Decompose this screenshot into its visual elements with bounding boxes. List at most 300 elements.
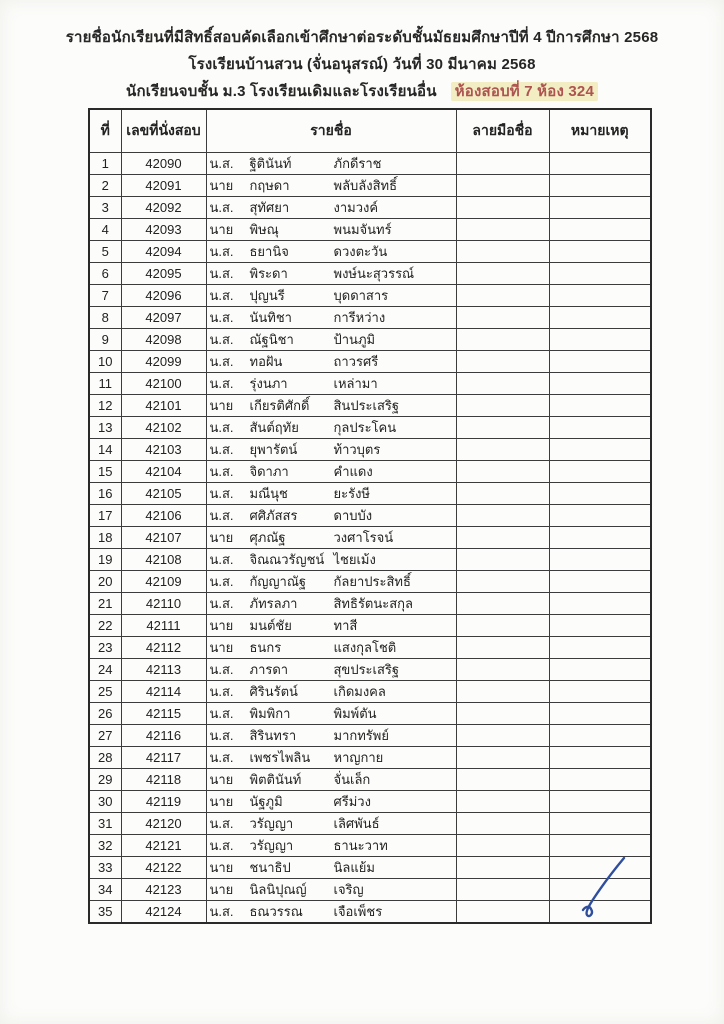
name-prefix: น.ส. <box>209 816 234 831</box>
name-prefix: น.ส. <box>209 244 234 259</box>
first-name: ปุญนรี <box>249 288 285 303</box>
name-prefix: น.ส. <box>209 706 234 721</box>
row-number-cell: 21 <box>89 593 121 615</box>
first-name: พิตตินันท์ <box>249 772 302 787</box>
row-number-cell: 6 <box>89 263 121 285</box>
student-name-cell <box>206 241 456 263</box>
last-name: การีหว่าง <box>333 310 386 325</box>
row-number-cell: 35 <box>89 901 121 924</box>
student-name-cell <box>206 571 456 593</box>
column-header-name: รายชื่อ <box>206 109 456 153</box>
remark-cell <box>549 461 651 483</box>
seat-number-cell: 42118 <box>121 769 206 791</box>
first-name: ธยานิจ <box>249 244 289 259</box>
first-name: นันทิชา <box>249 310 292 325</box>
name-prefix: น.ส. <box>209 552 234 567</box>
student-row <box>89 219 651 241</box>
document-title: รายชื่อนักเรียนที่มีสิทธิ์สอบคัดเลือกเข้าศึกษาต่อระดับชั้นมัธยมศึกษาปีที่ 4 ปีการศึกษา 2568 <box>65 29 659 46</box>
last-name: ถาวรศรี <box>333 354 379 369</box>
signature-cell <box>456 659 549 681</box>
signature-cell <box>456 615 549 637</box>
student-row <box>89 835 651 857</box>
remark-cell <box>549 659 651 681</box>
seat-number-cell: 42093 <box>121 219 206 241</box>
remark-cell <box>549 681 651 703</box>
last-name: พิมพ์ตัน <box>333 706 377 721</box>
signature-cell <box>456 241 549 263</box>
student-name-cell <box>206 769 456 791</box>
last-name: งามวงค์ <box>333 200 379 215</box>
remark-cell <box>549 857 651 879</box>
first-name: รุ่งนภา <box>249 376 288 391</box>
student-row <box>89 351 651 373</box>
student-row <box>89 615 651 637</box>
first-name: พิมพิกา <box>249 706 291 721</box>
seat-number-cell: 42108 <box>121 549 206 571</box>
last-name: สินประเสริฐ <box>333 398 400 413</box>
first-name: เพชรไพลิน <box>249 750 311 765</box>
student-row <box>89 681 651 703</box>
student-row <box>89 395 651 417</box>
name-prefix: น.ส. <box>209 156 234 171</box>
signature-cell <box>456 395 549 417</box>
seat-number-cell: 42115 <box>121 703 206 725</box>
signature-cell <box>456 483 549 505</box>
student-name-cell <box>206 835 456 857</box>
last-name: คำแดง <box>333 464 373 479</box>
signature-cell <box>456 549 549 571</box>
student-name-cell <box>206 637 456 659</box>
first-name: วรัญญา <box>249 838 294 853</box>
name-prefix: นาย <box>209 530 234 545</box>
school-and-date-line: โรงเรียนบ้านสวน (จั่นอนุสรณ์) วันที่ 30 มีนาคม 2568 <box>188 56 536 73</box>
name-prefix: น.ส. <box>209 486 234 501</box>
student-name-cell <box>206 175 456 197</box>
seat-number-cell: 42117 <box>121 747 206 769</box>
student-row <box>89 439 651 461</box>
student-name-cell <box>206 395 456 417</box>
student-row <box>89 175 651 197</box>
seat-number-cell: 42091 <box>121 175 206 197</box>
remark-cell <box>549 175 651 197</box>
last-name: สุขประเสริฐ <box>333 662 400 677</box>
student-name-cell <box>206 197 456 219</box>
signature-cell <box>456 197 549 219</box>
signature-cell <box>456 307 549 329</box>
signature-cell <box>456 901 549 924</box>
student-row <box>89 879 651 901</box>
first-name: ยุพารัตน์ <box>249 442 298 457</box>
last-name: สิทธิรัตนะสกุล <box>333 596 414 611</box>
student-name-cell <box>206 351 456 373</box>
seat-number-cell: 42098 <box>121 329 206 351</box>
remark-cell <box>549 373 651 395</box>
row-number-cell: 33 <box>89 857 121 879</box>
last-name: จั่นเล็ก <box>333 772 371 787</box>
first-name: พิษณุ <box>249 222 279 237</box>
seat-number-cell: 42114 <box>121 681 206 703</box>
signature-cell <box>456 593 549 615</box>
signature-cell <box>456 769 549 791</box>
row-number-cell: 7 <box>89 285 121 307</box>
first-name: ศุภณัฐ <box>249 530 286 545</box>
last-name: ศรีม่วง <box>333 794 371 809</box>
signature-cell <box>456 791 549 813</box>
student-row <box>89 329 651 351</box>
remark-cell <box>549 439 651 461</box>
student-row <box>89 527 651 549</box>
student-name-cell <box>206 505 456 527</box>
name-prefix: นาย <box>209 882 234 897</box>
seat-number-cell: 42099 <box>121 351 206 373</box>
seat-number-cell: 42101 <box>121 395 206 417</box>
seat-number-cell: 42095 <box>121 263 206 285</box>
student-row <box>89 725 651 747</box>
last-name: ดาบบัง <box>333 508 373 523</box>
row-number-cell: 3 <box>89 197 121 219</box>
last-name: เจือเพ็ชร <box>333 904 383 919</box>
last-name: พงษ์นะสุวรรณ์ <box>333 266 415 281</box>
remark-cell <box>549 637 651 659</box>
remark-cell <box>549 769 651 791</box>
last-name: แสงกุลโชติ <box>333 640 397 655</box>
seat-number-cell: 42100 <box>121 373 206 395</box>
last-name: เลิศพันธ์ <box>333 816 380 831</box>
last-name: เจริญ <box>333 882 364 897</box>
first-name: ศศิภัสสร <box>249 508 298 523</box>
remark-cell <box>549 835 651 857</box>
name-prefix: น.ส. <box>209 904 234 919</box>
last-name: หาญกาย <box>333 750 384 765</box>
name-prefix: น.ส. <box>209 464 234 479</box>
seat-number-cell: 42109 <box>121 571 206 593</box>
seat-number-cell: 42113 <box>121 659 206 681</box>
last-name: วงศาโรจน์ <box>333 530 394 545</box>
last-name: ธานะวาท <box>333 838 388 853</box>
signature-cell <box>456 417 549 439</box>
student-row <box>89 813 651 835</box>
first-name: วรัญญา <box>249 816 294 831</box>
last-name: มากทรัพย์ <box>333 728 389 743</box>
name-prefix: น.ส. <box>209 750 234 765</box>
student-row <box>89 791 651 813</box>
name-prefix: น.ส. <box>209 838 234 853</box>
row-number-cell: 1 <box>89 153 121 175</box>
row-number-cell: 13 <box>89 417 121 439</box>
last-name: พลับลังสิทธิ์ <box>333 178 398 193</box>
student-row <box>89 197 651 219</box>
student-name-cell <box>206 219 456 241</box>
column-header-signature: ลายมือชื่อ <box>456 109 549 153</box>
row-number-cell: 14 <box>89 439 121 461</box>
table-header-row <box>89 109 651 153</box>
name-prefix: นาย <box>209 222 234 237</box>
seat-number-cell: 42112 <box>121 637 206 659</box>
row-number-cell: 9 <box>89 329 121 351</box>
student-name-cell <box>206 593 456 615</box>
remark-cell <box>549 901 651 924</box>
seat-number-cell: 42107 <box>121 527 206 549</box>
signature-cell <box>456 857 549 879</box>
name-prefix: น.ส. <box>209 508 234 523</box>
name-prefix: น.ส. <box>209 288 234 303</box>
remark-cell <box>549 219 651 241</box>
seat-number-cell: 42104 <box>121 461 206 483</box>
student-name-cell <box>206 153 456 175</box>
first-name: กฤษดา <box>249 178 290 193</box>
name-prefix: น.ส. <box>209 310 234 325</box>
remark-cell <box>549 703 651 725</box>
row-number-cell: 31 <box>89 813 121 835</box>
first-name: ศิรินรัตน์ <box>249 684 298 699</box>
name-prefix: นาย <box>209 640 234 655</box>
remark-cell <box>549 527 651 549</box>
name-prefix: นาย <box>209 618 234 633</box>
seat-number-cell: 42102 <box>121 417 206 439</box>
seat-number-cell: 42097 <box>121 307 206 329</box>
name-prefix: น.ส. <box>209 266 234 281</box>
row-number-cell: 32 <box>89 835 121 857</box>
remark-cell <box>549 593 651 615</box>
name-prefix: นาย <box>209 178 234 193</box>
student-row <box>89 747 651 769</box>
row-number-cell: 15 <box>89 461 121 483</box>
student-name-cell <box>206 527 456 549</box>
signature-cell <box>456 725 549 747</box>
remark-cell <box>549 351 651 373</box>
name-prefix: น.ส. <box>209 728 234 743</box>
seat-number-cell: 42090 <box>121 153 206 175</box>
student-row <box>89 769 651 791</box>
name-prefix: น.ส. <box>209 376 234 391</box>
student-row <box>89 307 651 329</box>
last-name: กุลประโคน <box>333 420 397 435</box>
first-name: สุทัศยา <box>249 200 290 215</box>
remark-cell <box>549 285 651 307</box>
first-name: ชนาธิป <box>249 860 291 875</box>
remark-cell <box>549 549 651 571</box>
name-prefix: น.ส. <box>209 420 234 435</box>
row-number-cell: 11 <box>89 373 121 395</box>
first-name: จิณณวรัญชน์ <box>249 552 325 567</box>
seat-number-cell: 42119 <box>121 791 206 813</box>
student-name-cell <box>206 703 456 725</box>
row-number-cell: 5 <box>89 241 121 263</box>
remark-cell <box>549 483 651 505</box>
first-name: ภารดา <box>249 662 289 677</box>
remark-cell <box>549 725 651 747</box>
name-prefix: นาย <box>209 860 234 875</box>
remark-cell <box>549 329 651 351</box>
signature-cell <box>456 373 549 395</box>
last-name: ท้าวบุตร <box>333 442 381 457</box>
row-number-cell: 24 <box>89 659 121 681</box>
row-number-cell: 25 <box>89 681 121 703</box>
signature-cell <box>456 219 549 241</box>
signature-cell <box>456 263 549 285</box>
signature-cell <box>456 285 549 307</box>
first-name: กัญญาณัฐ <box>249 574 307 589</box>
signature-cell <box>456 461 549 483</box>
student-name-cell <box>206 373 456 395</box>
remark-cell <box>549 505 651 527</box>
seat-number-cell: 42096 <box>121 285 206 307</box>
student-name-cell <box>206 681 456 703</box>
student-name-cell <box>206 901 456 924</box>
student-group-text: นักเรียนจบชั้น ม.3 โรงเรียนเดิมและโรงเรียนอื่น <box>126 83 437 100</box>
name-prefix: น.ส. <box>209 200 234 215</box>
student-name-cell <box>206 725 456 747</box>
student-row <box>89 153 651 175</box>
name-prefix: น.ส. <box>209 596 234 611</box>
student-row <box>89 461 651 483</box>
student-name-cell <box>206 857 456 879</box>
first-name: ฐิตินันท์ <box>249 156 292 171</box>
remark-cell <box>549 879 651 901</box>
row-number-cell: 12 <box>89 395 121 417</box>
student-row <box>89 857 651 879</box>
seat-number-cell: 42111 <box>121 615 206 637</box>
last-name: พนมจันทร์ <box>333 222 392 237</box>
student-row <box>89 593 651 615</box>
seat-number-cell: 42120 <box>121 813 206 835</box>
student-row <box>89 549 651 571</box>
seat-number-cell: 42122 <box>121 857 206 879</box>
column-header-number: ที่ <box>89 109 121 153</box>
student-group-line <box>0 78 724 105</box>
document-header <box>0 24 724 105</box>
name-prefix: น.ส. <box>209 574 234 589</box>
signature-cell <box>456 835 549 857</box>
last-name: กัลยาประสิทธิ์ <box>333 574 411 589</box>
seat-number-cell: 42121 <box>121 835 206 857</box>
student-name-cell <box>206 307 456 329</box>
row-number-cell: 10 <box>89 351 121 373</box>
signature-cell <box>456 703 549 725</box>
signature-cell <box>456 153 549 175</box>
student-row <box>89 571 651 593</box>
seat-number-cell: 42105 <box>121 483 206 505</box>
exam-room-label: ห้องสอบที่ 7 ห้อง 324 <box>451 82 598 101</box>
name-prefix: นาย <box>209 398 234 413</box>
seat-number-cell: 42110 <box>121 593 206 615</box>
row-number-cell: 4 <box>89 219 121 241</box>
first-name: นิลนิปุณญ์ <box>249 882 307 897</box>
signature-cell <box>456 505 549 527</box>
student-name-cell <box>206 461 456 483</box>
seat-number-cell: 42123 <box>121 879 206 901</box>
student-row <box>89 505 651 527</box>
student-row <box>89 285 651 307</box>
signature-cell <box>456 571 549 593</box>
remark-cell <box>549 395 651 417</box>
student-row <box>89 483 651 505</box>
column-header-seat: เลขที่นั่งสอบ <box>121 109 206 153</box>
seat-number-cell: 42092 <box>121 197 206 219</box>
student-list-table <box>88 108 652 924</box>
remark-cell <box>549 153 651 175</box>
last-name: นิลแย้ม <box>333 860 375 875</box>
row-number-cell: 27 <box>89 725 121 747</box>
student-row <box>89 637 651 659</box>
student-table-body <box>89 153 651 924</box>
last-name: ภักดีราช <box>333 156 382 171</box>
column-header-remark: หมายเหตุ <box>549 109 651 153</box>
row-number-cell: 19 <box>89 549 121 571</box>
student-name-cell <box>206 329 456 351</box>
name-prefix: นาย <box>209 794 234 809</box>
student-name-cell <box>206 615 456 637</box>
first-name: นัฐภูมิ <box>249 794 283 809</box>
student-row <box>89 373 651 395</box>
student-row <box>89 263 651 285</box>
first-name: มณีนุช <box>249 486 288 501</box>
student-row <box>89 901 651 924</box>
student-row <box>89 703 651 725</box>
last-name: ป้านภูมิ <box>333 332 376 347</box>
name-prefix: น.ส. <box>209 354 234 369</box>
remark-cell <box>549 197 651 219</box>
remark-cell <box>549 417 651 439</box>
row-number-cell: 2 <box>89 175 121 197</box>
student-name-cell <box>206 483 456 505</box>
signature-cell <box>456 637 549 659</box>
row-number-cell: 22 <box>89 615 121 637</box>
signature-cell <box>456 681 549 703</box>
last-name: เกิดมงคล <box>333 684 386 699</box>
seat-number-cell: 42116 <box>121 725 206 747</box>
row-number-cell: 18 <box>89 527 121 549</box>
row-number-cell: 34 <box>89 879 121 901</box>
row-number-cell: 30 <box>89 791 121 813</box>
signature-cell <box>456 747 549 769</box>
last-name: ทาสี <box>333 618 358 633</box>
name-prefix: น.ส. <box>209 662 234 677</box>
row-number-cell: 16 <box>89 483 121 505</box>
signature-cell <box>456 813 549 835</box>
remark-cell <box>549 241 651 263</box>
row-number-cell: 26 <box>89 703 121 725</box>
signature-cell <box>456 351 549 373</box>
student-name-cell <box>206 791 456 813</box>
name-prefix: น.ส. <box>209 684 234 699</box>
last-name: เหล่ามา <box>333 376 378 391</box>
student-name-cell <box>206 439 456 461</box>
seat-number-cell: 42124 <box>121 901 206 924</box>
row-number-cell: 23 <box>89 637 121 659</box>
first-name: จิดาภา <box>249 464 289 479</box>
student-name-cell <box>206 263 456 285</box>
student-name-cell <box>206 285 456 307</box>
student-row <box>89 241 651 263</box>
remark-cell <box>549 263 651 285</box>
last-name: ดวงตะวัน <box>333 244 388 259</box>
student-name-cell <box>206 879 456 901</box>
row-number-cell: 20 <box>89 571 121 593</box>
remark-cell <box>549 791 651 813</box>
seat-number-cell: 42094 <box>121 241 206 263</box>
student-name-cell <box>206 549 456 571</box>
first-name: ทอฝัน <box>249 354 283 369</box>
first-name: สิรินทรา <box>249 728 297 743</box>
student-name-cell <box>206 659 456 681</box>
student-name-cell <box>206 747 456 769</box>
remark-cell <box>549 813 651 835</box>
row-number-cell: 17 <box>89 505 121 527</box>
first-name: สันต์ฤทัย <box>249 420 299 435</box>
student-name-cell <box>206 417 456 439</box>
last-name: บุดดาสาร <box>333 288 389 303</box>
